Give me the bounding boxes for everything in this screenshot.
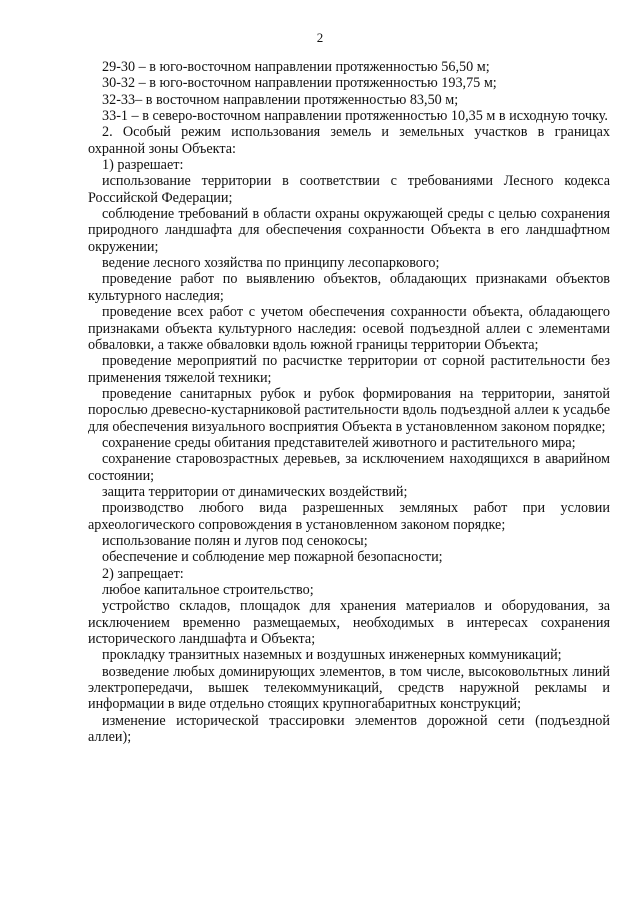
paragraph-segment-32-33: 32-33– в восточном направлении протяженностью 83,50 м; xyxy=(102,91,459,108)
paragraph-permit-item: проведение всех работ с учетом обеспечения сохранности объекта, обладающего признаками объекта культурного наследия: осевой подъездной аллеи с элементами обваловки, а также обваловки вдоль южной границы территории Объекта; xyxy=(88,304,610,353)
paragraph-permit-item: сохранение старовозрастных деревьев, за исключением находящихся в аварийном состоянии; xyxy=(88,451,610,484)
paragraph-segment-29-30: 29-30 – в юго-восточном направлении протяженностью 56,50 м; xyxy=(102,59,490,75)
paragraph-segment-33-1: 33-1 – в северо-восточном направлении протяженностью 10,35 м в исходную точку. xyxy=(102,108,608,125)
paragraph-prohibit-item: любое капитальное строительство; xyxy=(102,582,314,598)
paragraph-permit-item: использование полян и лугов под сенокосы; xyxy=(102,532,368,549)
paragraph-permits-heading: 1) разрешает: xyxy=(102,157,184,174)
paragraph-prohibit-item: устройство складов, площадок для хранения материалов и оборудования, за исключением временно размещаемых, необходимых в интересах сохранения исторического ландшафта и Объекта; xyxy=(88,598,610,648)
paragraph-section-2-heading: 2. Особый режим использования земель и земельных участков в границах охранной зоны Объекта: xyxy=(88,124,610,157)
paragraph-permit-item: проведение мероприятий по расчистке территории от сорной растительности без применения тяжелой техники; xyxy=(88,353,610,386)
paragraph-prohibit-item: прокладку транзитных наземных и воздушных инженерных коммуникаций; xyxy=(102,647,562,664)
paragraph-permit-item: производство любого вида разрешенных земляных работ при условии археологического сопровождения в установленном законом порядке; xyxy=(88,500,610,533)
paragraph-prohibit-item: изменение исторической трассировки элементов дорожной сети (подъездной аллеи); xyxy=(88,712,610,746)
paragraph-permit-item: защита территории от динамических воздействий; xyxy=(102,483,408,500)
paragraph-permit-item: соблюдение требований в области охраны окружающей среды с целью сохранения природного ландшафта для обеспечения сохранности Объекта в его ландшафтном окружении; xyxy=(88,206,610,255)
paragraph-segment-30-32: 30-32 – в юго-восточном направлении протяженностью 193,75 м; xyxy=(102,75,497,92)
paragraph-permit-item: использование территории в соответствии с требованиями Лесного кодекса Российской Федерации; xyxy=(88,173,610,206)
paragraph-prohibit-item: возведение любых доминирующих элементов, в том числе, высоковольтных линий электропередачи, вышек телекоммуникаций, средств наружной рекламы и информации в виде отдельно стоящих крупногабаритных конструкций; xyxy=(88,663,610,713)
paragraph-permit-item: проведение работ по выявлению объектов, обладающих признаками объектов культурного наследия; xyxy=(88,271,610,304)
paragraph-permit-item: проведение санитарных рубок и рубок формирования на территории, занятой порослью древесно-кустарниковой растительности вдоль подъездной аллеи к усадьбе для обеспечения визуального восприятия Объекта в установленном законом порядке; xyxy=(88,385,610,435)
document-body xyxy=(88,59,610,745)
paragraph-permit-item: ведение лесного хозяйства по принципу лесопаркового; xyxy=(102,255,440,272)
paragraph-prohibits-heading: 2) запрещает: xyxy=(102,565,184,582)
paragraph-permit-item: сохранение среды обитания представителей животного и растительного мира; xyxy=(102,434,576,451)
paragraph-permit-item: обеспечение и соблюдение мер пожарной безопасности; xyxy=(102,549,443,566)
page-number: 2 xyxy=(316,30,324,45)
